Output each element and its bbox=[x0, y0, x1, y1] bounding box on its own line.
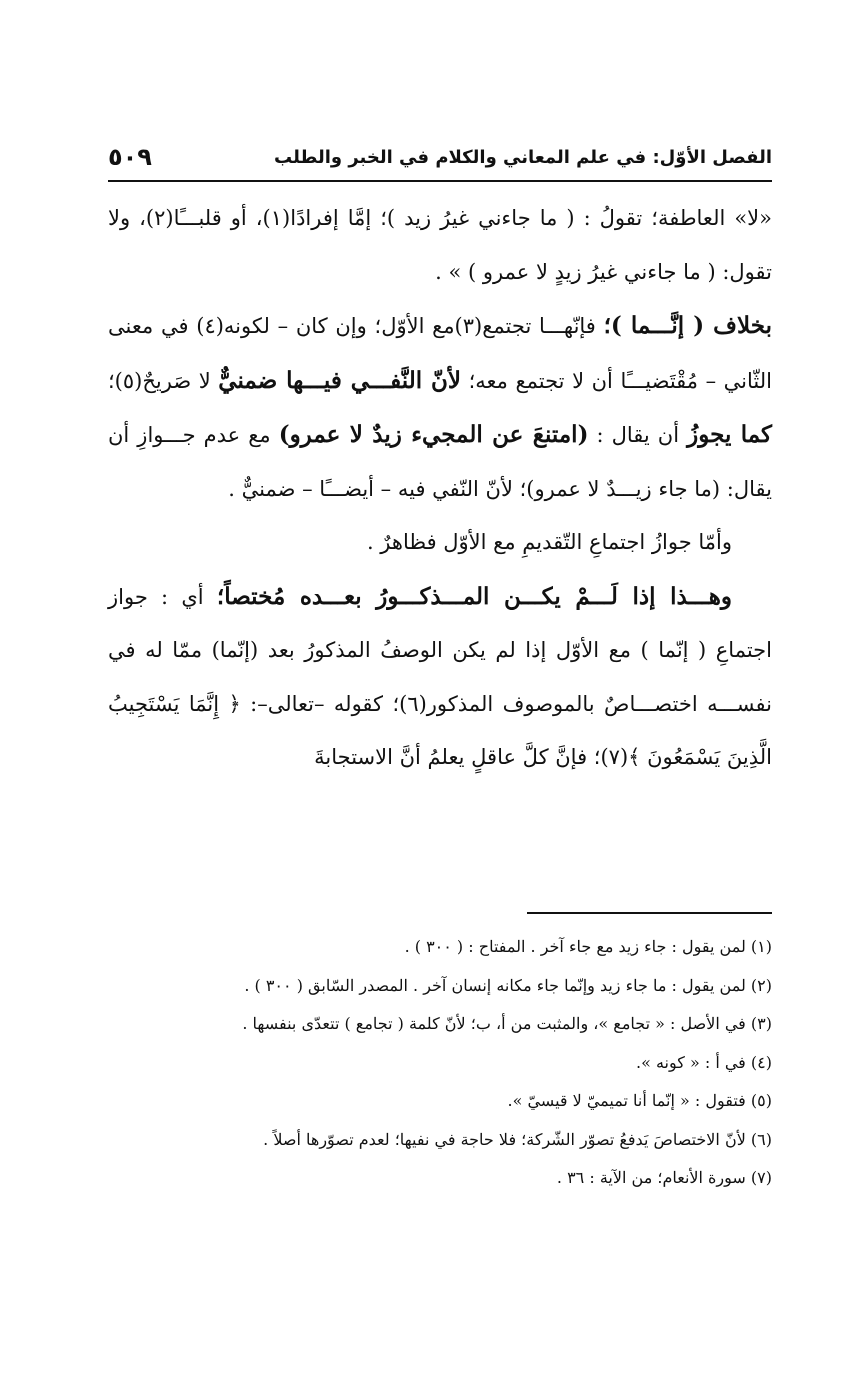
footnote-2: (٢) لمن يقول : ما جاء زيد وإنّما جاء مكانه إنسان آخر . المصدر السّابق ( ٣٠٠ ) . bbox=[244, 975, 772, 995]
paragraph-4-lead: وهـــذا إذا لَـــمْ يكـــن المـــذكـــورُ بعـــده مُختصاً؛ bbox=[216, 582, 732, 610]
paragraph-2-lead: بخلاف ( إنَّـــما )؛ bbox=[603, 312, 772, 339]
chapter-title: الفصل الأوّل: في علم المعاني والكلام في الخبر والطلب bbox=[274, 147, 772, 168]
paragraph-2-text-b: لا صَريحٌ(٥)؛ bbox=[108, 368, 219, 393]
footnote-7: (٧) سورة الأنعام؛ من الآية : ٣٦ . bbox=[556, 1168, 772, 1187]
page-number: ٥٠٩ bbox=[108, 143, 152, 171]
paragraph-2 bbox=[108, 299, 772, 516]
footnote-4: (٤) في أ : « كونه ». bbox=[636, 1052, 772, 1072]
running-header bbox=[108, 143, 772, 179]
footnote-rule bbox=[527, 912, 772, 914]
footnotes bbox=[100, 928, 772, 1198]
paragraph-2-text-c: أن يقال : bbox=[588, 423, 688, 447]
paragraph-1: «لا» العاطفة؛ تقولُ : ( ما جاءني غيرُ زيد )؛ إمَّا إفرادًا(١)، أو قلبـــًا(٢)، ولا تقول: ( ما جاءني غيرُ زيدٍ لا عمرو ) » . bbox=[108, 206, 772, 284]
footnote-1: (١) لمن يقول : جاء زيد مع جاء آخر . المفتاح : ( ٣٠٠ ) . bbox=[404, 937, 772, 956]
paragraph-3: وأمّا جوازُ اجتماعِ التّقديمِ مع الأوّل فظاهرٌ . bbox=[366, 530, 732, 554]
main-text bbox=[108, 192, 772, 785]
paragraph-2-bold-2: كما يجوزُ bbox=[687, 421, 772, 448]
footnote-6: (٦) لأنّ الاختصاصَ يَدفعُ تصوّر الشّركة؛ فلا حاجة في نفيها؛ لعدم تصوّرها أصلاً . bbox=[263, 1129, 772, 1149]
paragraph-2-text-a: فإنّهـــا تجتمع(٣)مع الأوّل؛ وإن كان – لكونه(٤) في معنى الثّاني – مُقْتَضيـــًا أن لا تجتمع معه؛ bbox=[108, 314, 772, 393]
footnote-5: (٥) فتقول : « إنّما أنا تميميّ لا قيسيّ ». bbox=[507, 1091, 772, 1110]
paragraph-4-text: أي : جواز اجتماعِ ( إنّما ) مع الأوّل إذا لم يكن الوصفُ المذكورُ بعد (إنّما) ممّا له في نفســـه اختصـــاصٌ بالموصوف المذكور(٦)؛ كقوله –تعالى–: ﴿ إِنَّمَا يَسْتَجِيبُ الَّذِينَ يَسْمَعُونَ ﴾(٧)؛ فإنَّ كلَّ عاقلٍ يعلمُ أنَّ الاستجابةَ bbox=[108, 584, 772, 769]
header-rule bbox=[108, 180, 772, 182]
paragraph-4 bbox=[108, 570, 772, 785]
paragraph-2-bold-1: لأنّ النَّفـــي فيـــها ضمنيٌّ bbox=[218, 366, 462, 394]
paragraph-2-text-d: مع عدم جـــوازِ أن يقال: (ما جاء زيـــدٌ لا عمرو)؛ لأنّ النّفي فيه – أيضـــًا – ضمنيٌّ . bbox=[108, 423, 772, 501]
paragraph-2-bold-3: (امتنعَ عن المجيء زيدٌ لا عمرو) bbox=[278, 421, 589, 448]
footnote-3: (٣) في الأصل : « تجامع »، والمثبت من أ، ب؛ لأنّ كلمة ( تجامع ) تتعدّى بنفسها . bbox=[242, 1014, 772, 1033]
